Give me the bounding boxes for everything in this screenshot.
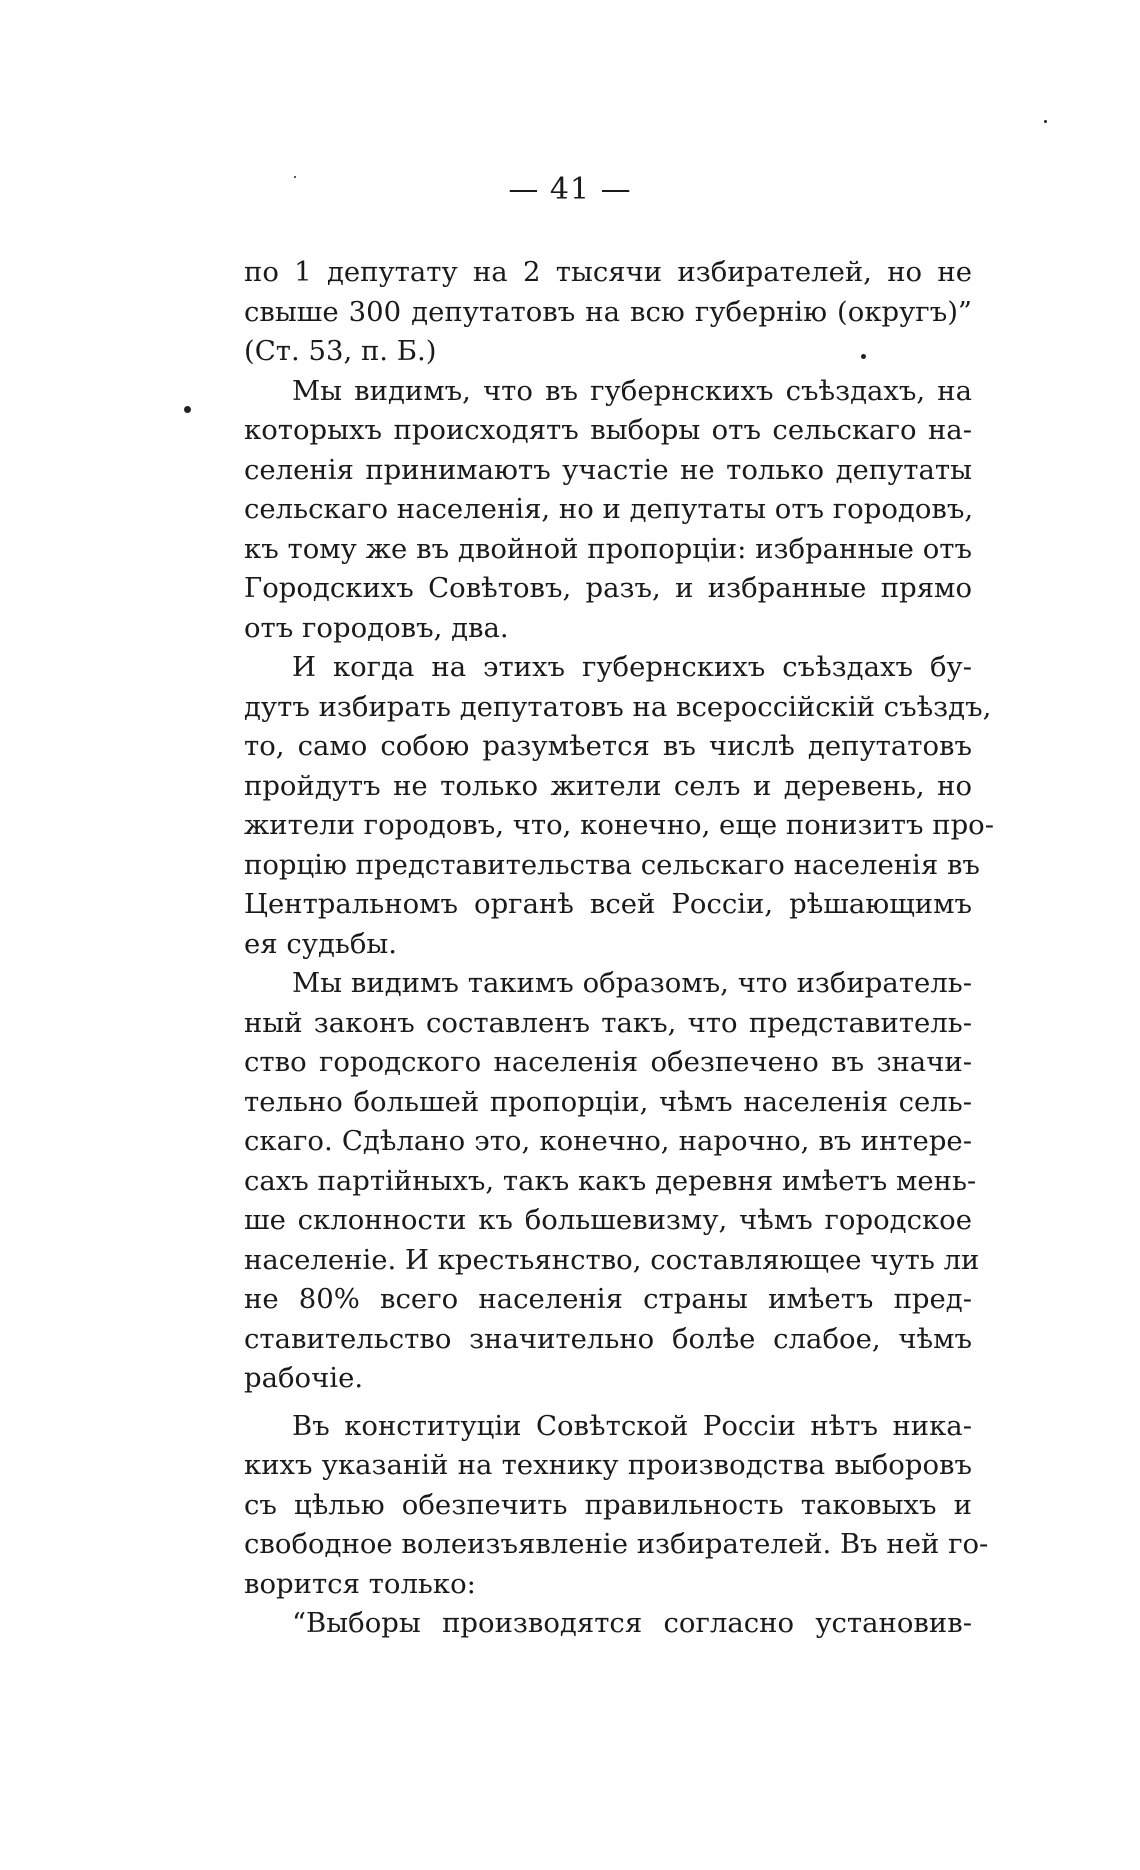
text-line: свободное волеизъявленіе избирателей. Въ ней го- — [244, 1528, 989, 1560]
text-line: съ цѣлью обезпечить правильность таковыхъ и — [244, 1488, 972, 1521]
text-line: ставительство значительно болѣе слабое, чѣмъ — [244, 1322, 972, 1355]
text-line: ея судьбы. — [244, 927, 398, 960]
text-line: кихъ указаній на технику производства выборовъ — [244, 1449, 972, 1481]
text-line: “Выборы производятся согласно установив- — [292, 1607, 972, 1639]
text-line: то, само собою разумѣется въ числѣ депутатовъ — [244, 730, 972, 762]
text-line: къ тому же въ двойной пропорціи: избранные отъ — [244, 532, 972, 565]
text-line: селенія принимаютъ участіе не только депутаты — [244, 453, 972, 486]
text-line: которыхъ происходятъ выборы отъ сельскаго на- — [244, 414, 972, 446]
paragraph-gap — [244, 1399, 972, 1407]
text-line: не 80% всего населенія страны имѣетъ пред- — [244, 1283, 972, 1315]
text-line: рабочіе. — [244, 1362, 364, 1394]
text-line: Городскихъ Совѣтовъ, разъ, и избранные прямо — [244, 572, 972, 604]
text-line: сахъ партійныхъ, такъ какъ деревня имѣетъ мень- — [244, 1164, 977, 1197]
text-line: свыше 300 депутатовъ на всю губернію (округъ)” — [244, 295, 972, 328]
page-number: — 41 — — [508, 172, 632, 207]
text-line: порцію представительства сельскаго населенія въ — [244, 848, 980, 881]
text-line: Центральномъ органѣ всей Россіи, рѣшающимъ — [244, 888, 972, 920]
text-line: Мы видимъ, что въ губернскихъ съѣздахъ, на — [292, 374, 972, 407]
paragraph — [244, 1407, 989, 1605]
text-line: Въ конституціи Совѣтской Россіи нѣтъ ника- — [292, 1409, 972, 1442]
scan-speck — [1044, 120, 1047, 123]
text-line: И когда на этихъ губернскихъ съѣздахъ бу- — [292, 651, 972, 683]
text-line: сельскаго населенія, но и депутаты отъ городовъ, — [244, 493, 974, 525]
text-line: жители городовъ, что, конечно, еще понизитъ про- — [244, 809, 995, 841]
scan-speck — [184, 406, 191, 413]
text-line: ше склонности къ большевизму, чѣмъ городское — [244, 1204, 972, 1236]
text-line: (Ст. 53, п. Б.) — [244, 335, 437, 367]
text-line: дутъ избирать депутатовъ на всероссійскій съѣздъ, — [244, 690, 992, 723]
scan-speck — [294, 176, 296, 178]
text-line: тельно большей пропорціи, чѣмъ населенія сель- — [244, 1085, 972, 1118]
text-line: отъ городовъ, два. — [244, 611, 509, 644]
text-line: ный законъ составленъ такъ, что представитель- — [244, 1006, 972, 1039]
body-text — [244, 253, 995, 1644]
paragraph — [244, 1604, 972, 1644]
text-line: ство городского населенія обезпечено въ значи- — [244, 1046, 972, 1078]
text-line: Мы видимъ такимъ образомъ, что избиратель- — [292, 967, 972, 999]
scan-speck — [861, 354, 866, 359]
paragraph — [244, 964, 980, 1399]
text-line: скаго. Сдѣлано это, конечно, нарочно, въ интере- — [244, 1125, 972, 1157]
text-line: ворится только: — [244, 1567, 476, 1600]
text-line: пройдутъ не только жители селъ и деревень, но — [244, 769, 972, 802]
paragraph — [244, 372, 972, 649]
text-line: по 1 депутату на 2 тысячи избирателей, но не — [244, 256, 972, 288]
paragraph — [244, 648, 995, 964]
text-line: населеніе. И крестьянство, составляющее чуть ли — [244, 1243, 980, 1276]
